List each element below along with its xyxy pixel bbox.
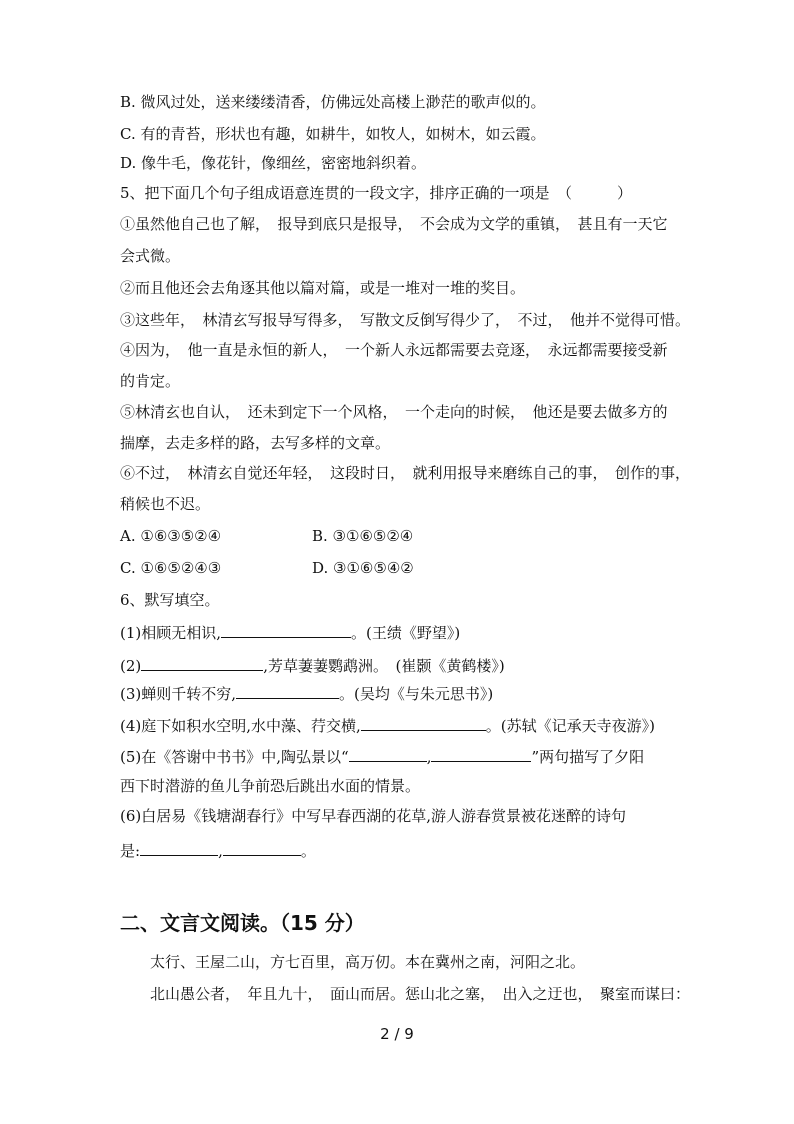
fill-item-3-suffix: 。(吴均《与朱元思书》) xyxy=(339,685,494,703)
fill-item-3 xyxy=(120,682,493,704)
fill-item-4-suffix: 。(苏轼《记承天寺夜游》) xyxy=(485,717,656,735)
fill-item-4 xyxy=(120,714,655,736)
fill-item-2-suffix: ,芳草萋萋鹦鹉洲。 (崔颢《黄鹤楼》) xyxy=(263,657,505,675)
question-6-stem: 6、默写填空。 xyxy=(120,591,220,609)
sentence-6: ⑥不过， 林清玄自觉还年轻， 这段时日， 就利用报导来磨练自己的事， 创作的事， xyxy=(120,464,691,482)
answer-blank[interactable] xyxy=(140,839,218,856)
answer-blank[interactable] xyxy=(141,654,263,671)
answer-blank[interactable] xyxy=(361,714,486,731)
fill-item-2-prefix: (2) xyxy=(120,657,142,675)
fill-item-5-prefix: (5)在《答谢中书书》中,陶弘景以“ xyxy=(120,748,349,766)
fill-item-3-prefix: (3)蝉则千转不穷, xyxy=(120,685,237,703)
fill-item-1 xyxy=(120,621,460,643)
fill-item-6-prefix: 是: xyxy=(120,842,141,860)
answer-option-a: A. ①⑥③⑤②④ xyxy=(120,527,222,545)
fill-item-5-separator: , xyxy=(426,748,432,766)
sentence-1-cont: 会式微。 xyxy=(120,247,181,265)
question-5-stem: 5、把下面几个句子组成语意连贯的一段文字，排序正确的一项是 （ ） xyxy=(120,184,633,202)
answer-blank[interactable] xyxy=(221,621,351,638)
option-d: D. 像牛毛，像花针，像细丝，密密地斜织着。 xyxy=(120,154,427,172)
answer-blank[interactable] xyxy=(349,745,427,762)
option-c: C. 有的青苔，形状也有趣，如耕牛，如牧人，如树木，如云霞。 xyxy=(120,125,546,143)
fill-item-4-prefix: (4)庭下如积水空明,水中藻、荇交横, xyxy=(120,717,361,735)
passage-paragraph-2: 北山愚公者， 年且九十， 面山而居。惩山北之塞， 出入之迂也， 聚室而谋曰： xyxy=(150,985,691,1003)
fill-item-2 xyxy=(120,654,505,676)
sentence-6-cont: 稍候也不迟。 xyxy=(120,495,211,513)
answer-option-d: D. ③①⑥⑤④② xyxy=(312,559,414,577)
answer-blank[interactable] xyxy=(431,745,531,762)
fill-item-5-cont: 西下时潜游的鱼儿争前恐后跳出水面的情景。 xyxy=(120,777,421,795)
fill-item-1-prefix: (1)相顾无相识, xyxy=(120,624,222,642)
fill-item-6: (6)白居易《钱塘湖春行》中写早春西湖的花草,游人游春赏景被花迷醉的诗句 xyxy=(120,807,627,825)
fill-item-5 xyxy=(120,745,644,767)
answer-option-b: B. ③①⑥⑤②④ xyxy=(312,527,414,545)
fill-item-6-cont xyxy=(120,839,316,861)
sentence-1: ①虽然他自己也了解， 报导到底只是报导， 不会成为文学的重镇， 甚且有一天它 xyxy=(120,215,668,233)
sentence-3: ③这些年， 林清玄写报导写得多， 写散文反倒写得少了， 不过， 他并不觉得可惜。 xyxy=(120,311,691,329)
sentence-4-cont: 的肯定。 xyxy=(120,372,181,390)
answer-blank[interactable] xyxy=(223,839,301,856)
sentence-5: ⑤林清玄也自认， 还未到定下一个风格， 一个走向的时候， 他还是要去做多方的 xyxy=(120,403,668,421)
section-2-heading: 二、文言文阅读。（15 分） xyxy=(120,911,365,935)
sentence-4: ④因为， 他一直是永恒的新人， 一个新人永远都需要去竞逐， 永远都需要接受新 xyxy=(120,341,668,359)
passage-paragraph-1: 太行、王屋二山，方七百里，高万仞。本在冀州之南，河阳之北。 xyxy=(150,953,586,971)
option-b: B. 微风过处，送来缕缕清香，仿佛远处高楼上渺茫的歌声似的。 xyxy=(120,93,546,111)
sentence-2: ②而且他还会去角逐其他以篇对篇，或是一堆对一堆的奖目。 xyxy=(120,279,526,297)
fill-item-6-separator: , xyxy=(218,842,223,860)
answer-blank[interactable] xyxy=(236,682,339,699)
fill-item-6-suffix: 。 xyxy=(300,842,316,860)
page-number: 2 / 9 xyxy=(380,1025,414,1043)
answer-option-c: C. ①⑥⑤②④③ xyxy=(120,559,222,577)
sentence-5-cont: 揣摩，去走多样的路，去写多样的文章。 xyxy=(120,434,391,452)
fill-item-1-suffix: 。(王绩《野望》) xyxy=(351,624,461,642)
fill-item-5-suffix: ”两句描写了夕阳 xyxy=(531,748,645,766)
